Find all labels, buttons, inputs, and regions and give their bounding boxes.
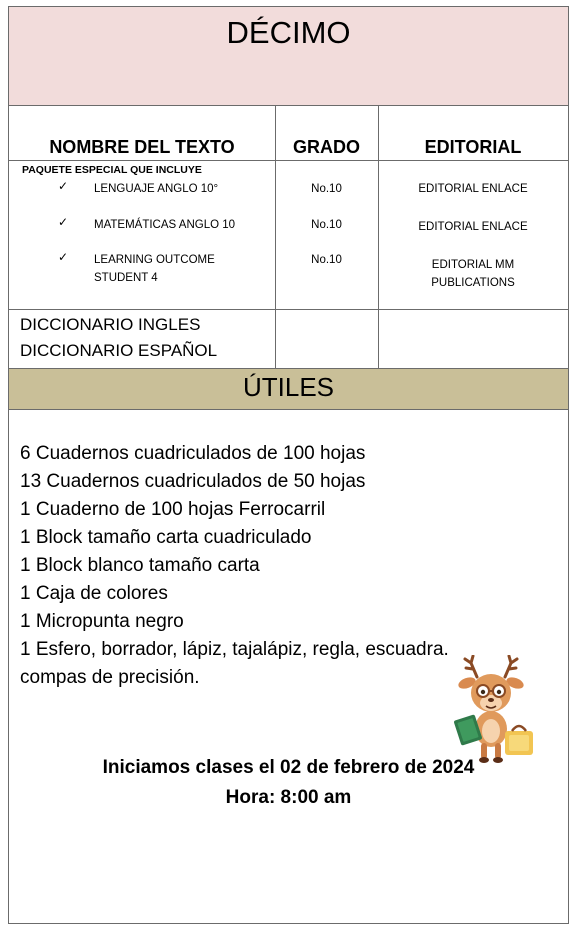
book-name-line: STUDENT 4 [94,272,158,284]
book-publisher [378,180,568,198]
title-band [9,7,568,106]
book-publisher [378,256,568,292]
package-label: PAQUETE ESPECIAL QUE INCLUYE [22,164,202,176]
check-icon: ✓ [58,179,69,193]
start-time-text: Hora: 8:00 am [225,787,352,808]
supplies-title: ÚTILES [242,372,335,402]
column-divider [275,105,276,368]
book-grade: No.10 [311,254,342,266]
header-text-name: NOMBRE DEL TEXTO [9,105,275,161]
book-grade: No.10 [311,183,342,195]
list-item: 1 Cuaderno de 100 hojas Ferrocarril [20,499,326,520]
list-item: 1 Esfero, borrador, lápiz, tajalápiz, regla, escuadra. [20,639,449,660]
supplies-band [9,368,568,410]
dictionary-item: DICCIONARIO ESPAÑOL [20,341,218,360]
header-grade: GRADO [275,105,378,161]
list-item: 1 Block blanco tamaño carta [20,555,260,576]
book-name [94,180,218,198]
book-publisher [378,218,568,236]
deer-mascot-with-books-icon [449,655,539,767]
book-name-line: LENGUAJE ANGLO 10° [94,183,219,195]
publisher-line: EDITORIAL ENLACE [418,221,528,233]
list-item: compas de precisión. [20,667,200,688]
book-name-line: MATEMÁTICAS ANGLO 10 [94,219,236,231]
page-title: DÉCIMO [226,15,351,50]
list-item: 1 Caja de colores [20,583,168,604]
row-divider [9,309,568,310]
list-item: 6 Cuadernos cuadriculados de 100 hojas [20,443,366,464]
publisher-line: PUBLICATIONS [431,277,515,289]
publisher-line: EDITORIAL ENLACE [418,183,528,195]
book-name [94,216,235,234]
header-publisher: EDITORIAL [378,105,568,161]
list-item: 1 Micropunta negro [20,611,184,632]
book-name [94,251,215,287]
book-name-line: LEARNING OUTCOME [94,254,215,266]
dictionary-item: DICCIONARIO INGLES [20,315,201,334]
list-item: 1 Block tamaño carta cuadriculado [20,527,312,548]
publisher-line: EDITORIAL MM [431,259,515,271]
check-icon: ✓ [58,250,69,264]
check-icon: ✓ [58,215,69,229]
dictionaries [20,312,217,364]
book-grade: No.10 [311,219,342,231]
list-item: 13 Cuadernos cuadriculados de 50 hojas [20,471,366,492]
start-date-text: Iniciamos clases el 02 de febrero de 2024 [102,757,475,778]
supplies-list [20,440,449,692]
school-supply-sheet [8,6,569,924]
column-divider [378,105,379,368]
